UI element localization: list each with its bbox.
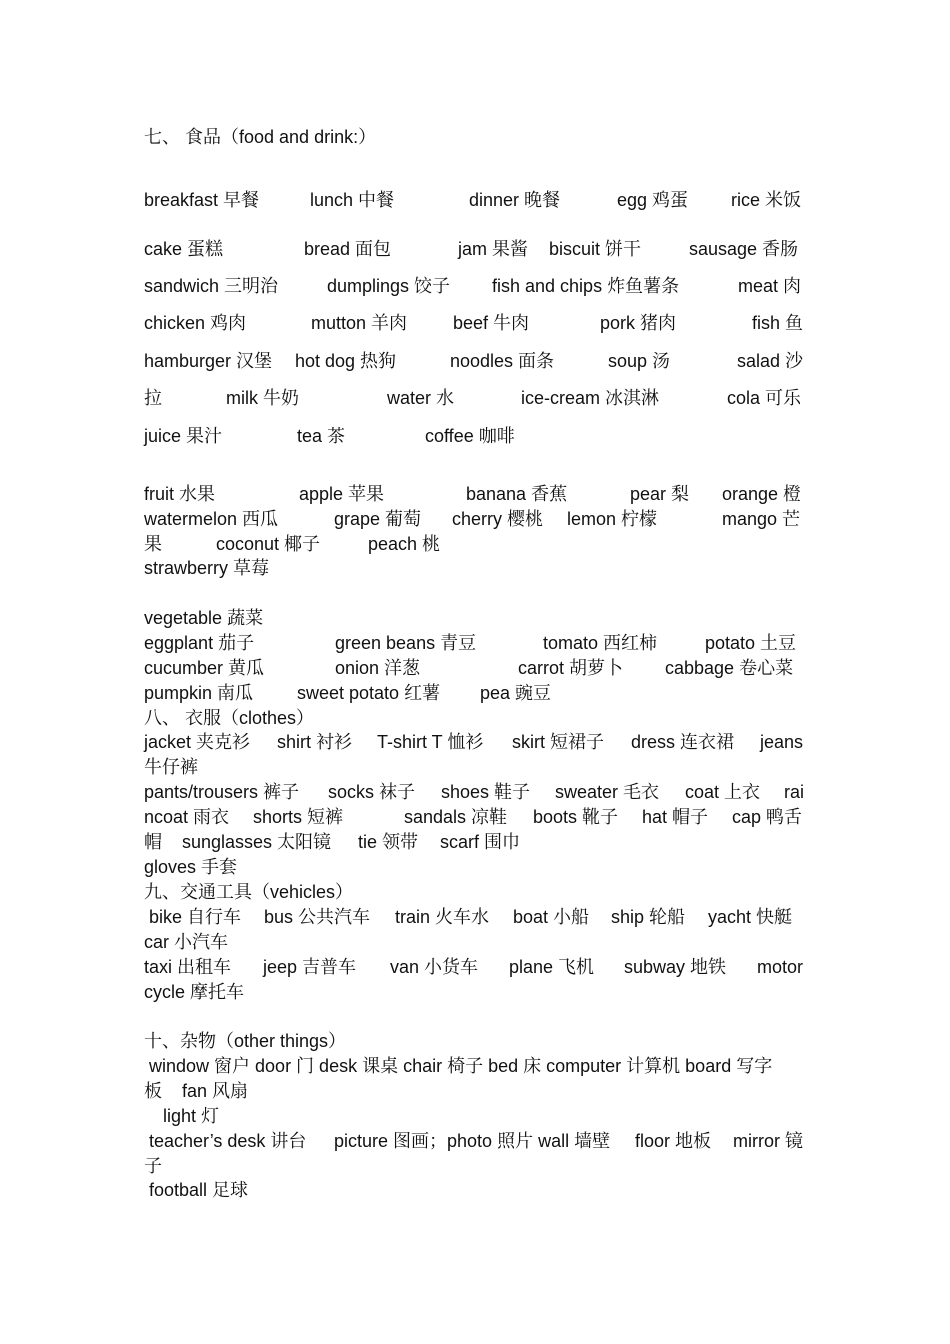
vocab-item: cola 可乐 xyxy=(727,388,802,408)
vocab-line xyxy=(144,555,806,581)
vocab-item: 果 xyxy=(144,534,162,554)
vocab-item: yacht 快艇 xyxy=(708,907,793,927)
vocab-item: ice-cream 冰淇淋 xyxy=(521,388,660,408)
vocab-item: rice 米饭 xyxy=(731,190,802,210)
section-title-text: 九、交通工具（vehicles） xyxy=(144,882,354,902)
vocab-line xyxy=(144,1103,806,1129)
vocab-line xyxy=(144,385,806,411)
vocab-item: hamburger 汉堡 xyxy=(144,351,273,371)
vocab-item: dress 连衣裙 xyxy=(631,732,735,752)
vocab-item: vegetable 蔬菜 xyxy=(144,608,264,628)
vocab-item: watermelon 西瓜 xyxy=(144,509,279,529)
vocab-item: ship 轮船 xyxy=(611,907,686,927)
vocab-line xyxy=(144,929,806,955)
vocab-item: green beans 青豆 xyxy=(335,633,477,653)
vocab-item: light 灯 xyxy=(163,1106,220,1126)
vocab-item: socks 袜子 xyxy=(328,782,416,802)
vocab-item: van 小货车 xyxy=(390,957,479,977)
vocab-line xyxy=(144,1153,806,1179)
vocab-item: beef 牛肉 xyxy=(453,313,530,333)
vocab-item: juice 果汁 xyxy=(144,426,223,446)
vocab-item: pea 豌豆 xyxy=(480,683,552,703)
vocab-item: floor 地板 xyxy=(635,1131,712,1151)
vocab-line xyxy=(144,1078,806,1104)
vocab-item: jacket 夹克衫 xyxy=(144,732,251,752)
vocab-item: 拉 xyxy=(144,388,162,408)
vocab-item: cabbage 卷心菜 xyxy=(665,658,794,678)
vocab-item: 子 xyxy=(144,1156,162,1176)
vocab-item: meat 肉 xyxy=(738,276,802,296)
vocab-item: mirror 镜 xyxy=(733,1131,803,1151)
vocab-item: pear 梨 xyxy=(630,484,690,504)
vocab-item: pants/trousers 裤子 xyxy=(144,782,300,802)
vocab-line xyxy=(144,605,806,631)
vocab-line xyxy=(144,779,806,805)
vocab-line xyxy=(144,236,806,262)
vocab-item: shirt 衬衫 xyxy=(277,732,353,752)
vocab-item: strawberry 草莓 xyxy=(144,558,270,578)
vocab-item: bus 公共汽车 xyxy=(264,907,371,927)
vocab-item: skirt 短裙子 xyxy=(512,732,604,752)
section-title-other-things xyxy=(144,1028,806,1054)
vocab-item: teacher’s desk 讲台 xyxy=(149,1131,307,1151)
vocab-item: cycle 摩托车 xyxy=(144,982,245,1002)
vocab-item: egg 鸡蛋 xyxy=(617,190,689,210)
vocab-line xyxy=(144,348,806,374)
vocab-item: noodles 面条 xyxy=(450,351,555,371)
vocab-item: dumplings 饺子 xyxy=(327,276,451,296)
vocab-item: motor xyxy=(757,957,804,977)
vocab-line xyxy=(144,904,806,930)
vocab-item: window 窗户 door 门 desk 课桌 chair 椅子 bed 床 computer 计算机 board 写字 xyxy=(149,1056,773,1076)
vocab-line xyxy=(144,854,806,880)
vocab-item: jeans xyxy=(760,732,804,752)
vocab-item: milk 牛奶 xyxy=(226,388,299,408)
section-title-vehicles xyxy=(144,879,806,905)
vocab-item: salad 沙 xyxy=(737,351,804,371)
vocab-item: fish 鱼 xyxy=(752,313,804,333)
vocab-line xyxy=(144,423,806,449)
vocab-item: cap 鸭舌 xyxy=(732,807,803,827)
vocab-item: 帽 xyxy=(144,832,162,852)
vocab-line xyxy=(144,655,806,681)
vocab-item: T-shirt T 恤衫 xyxy=(377,732,484,752)
section-title-food xyxy=(144,124,806,150)
vocab-item: jam 果酱 xyxy=(458,239,529,259)
vocab-item: hot dog 热狗 xyxy=(295,351,397,371)
section-title-text: 七、 食品（food and drink:） xyxy=(144,127,377,147)
vocab-item: breakfast 早餐 xyxy=(144,190,260,210)
vocab-item: water 水 xyxy=(387,388,455,408)
vocab-item: pork 猪肉 xyxy=(600,313,677,333)
vocab-item: cake 蛋糕 xyxy=(144,239,224,259)
vocab-item: coconut 椰子 xyxy=(216,534,321,554)
vocab-line xyxy=(144,754,806,780)
vocab-line xyxy=(144,506,806,532)
vocab-item: shorts 短裤 xyxy=(253,807,344,827)
vocab-item: biscuit 饼干 xyxy=(549,239,642,259)
vocab-line xyxy=(144,954,806,980)
vocab-item: fish and chips 炸鱼薯条 xyxy=(492,276,680,296)
vocab-item: gloves 手套 xyxy=(144,857,238,877)
vocab-item: coffee 咖啡 xyxy=(425,426,515,446)
vocab-item: coat 上衣 xyxy=(685,782,761,802)
vocab-item: sweater 毛衣 xyxy=(555,782,660,802)
vocab-line xyxy=(144,273,806,299)
vocab-item: soup 汤 xyxy=(608,351,671,371)
vocab-item: mutton 羊肉 xyxy=(311,313,408,333)
vocab-item: mango 芒 xyxy=(722,509,801,529)
vocab-item: sandals 凉鞋 xyxy=(404,807,508,827)
vocab-item: sweet potato 红薯 xyxy=(297,683,441,703)
vocab-item: boots 靴子 xyxy=(533,807,619,827)
vocab-line xyxy=(144,310,806,336)
vocab-item: plane 飞机 xyxy=(509,957,595,977)
vocab-item: sausage 香肠 xyxy=(689,239,799,259)
vocab-item: bike 自行车 xyxy=(149,907,242,927)
vocab-item: potato 土豆 xyxy=(705,633,797,653)
vocab-item: rai xyxy=(784,782,805,802)
vocab-item: onion 洋葱 xyxy=(335,658,421,678)
vocab-line xyxy=(144,829,806,855)
vocab-item: apple 苹果 xyxy=(299,484,385,504)
vocab-item: picture 图画；photo 照片 wall 墙壁 xyxy=(334,1131,611,1151)
vocab-item: eggplant 茄子 xyxy=(144,633,255,653)
vocab-item: sunglasses 太阳镜 xyxy=(182,832,332,852)
section-title-text: 十、杂物（other things） xyxy=(144,1031,347,1051)
vocab-item: dinner 晚餐 xyxy=(469,190,561,210)
vocab-item: fruit 水果 xyxy=(144,484,216,504)
vocab-line xyxy=(144,729,806,755)
vocab-item: carrot 胡萝卜 xyxy=(518,658,624,678)
vocab-item: subway 地铁 xyxy=(624,957,727,977)
vocab-item: 板 xyxy=(144,1081,162,1101)
vocab-line xyxy=(144,531,806,557)
vocab-line xyxy=(144,481,806,507)
vocab-item: pumpkin 南瓜 xyxy=(144,683,254,703)
vocab-item: hat 帽子 xyxy=(642,807,709,827)
vocab-item: jeep 吉普车 xyxy=(263,957,357,977)
vocab-line xyxy=(144,804,806,830)
vocab-item: grape 葡萄 xyxy=(334,509,422,529)
vocab-item: tea 茶 xyxy=(297,426,346,446)
vocab-line xyxy=(144,680,806,706)
vocab-item: lunch 中餐 xyxy=(310,190,395,210)
vocab-item: cherry 樱桃 xyxy=(452,509,544,529)
vocab-item: chicken 鸡肉 xyxy=(144,313,247,333)
vocab-item: sandwich 三明治 xyxy=(144,276,279,296)
vocab-item: ncoat 雨衣 xyxy=(144,807,230,827)
vocab-item: scarf 围巾 xyxy=(440,832,521,852)
vocab-item: cucumber 黄瓜 xyxy=(144,658,265,678)
vocab-item: shoes 鞋子 xyxy=(441,782,531,802)
vocab-line xyxy=(144,979,806,1005)
vocab-item: train 火车水 xyxy=(395,907,490,927)
section-title-clothes xyxy=(144,705,806,731)
vocab-line xyxy=(144,187,806,213)
vocab-item: tomato 西红柿 xyxy=(543,633,658,653)
vocab-line xyxy=(144,1177,806,1203)
vocab-item: peach 桃 xyxy=(368,534,441,554)
vocab-item: taxi 出租车 xyxy=(144,957,232,977)
vocab-item: car 小汽车 xyxy=(144,932,229,952)
vocab-item: orange 橙 xyxy=(722,484,802,504)
vocab-item: fan 风扇 xyxy=(182,1081,249,1101)
vocab-line xyxy=(144,1053,806,1079)
vocab-item: tie 领带 xyxy=(358,832,419,852)
vocab-item: banana 香蕉 xyxy=(466,484,568,504)
vocab-item: bread 面包 xyxy=(304,239,392,259)
section-title-text: 八、 衣服（clothes） xyxy=(144,708,315,728)
vocab-item: 牛仔裤 xyxy=(144,757,198,777)
vocab-item: lemon 柠檬 xyxy=(567,509,658,529)
vocab-line xyxy=(144,1128,806,1154)
vocab-item: boat 小船 xyxy=(513,907,590,927)
vocab-item: football 足球 xyxy=(149,1180,249,1200)
vocab-line xyxy=(144,630,806,656)
